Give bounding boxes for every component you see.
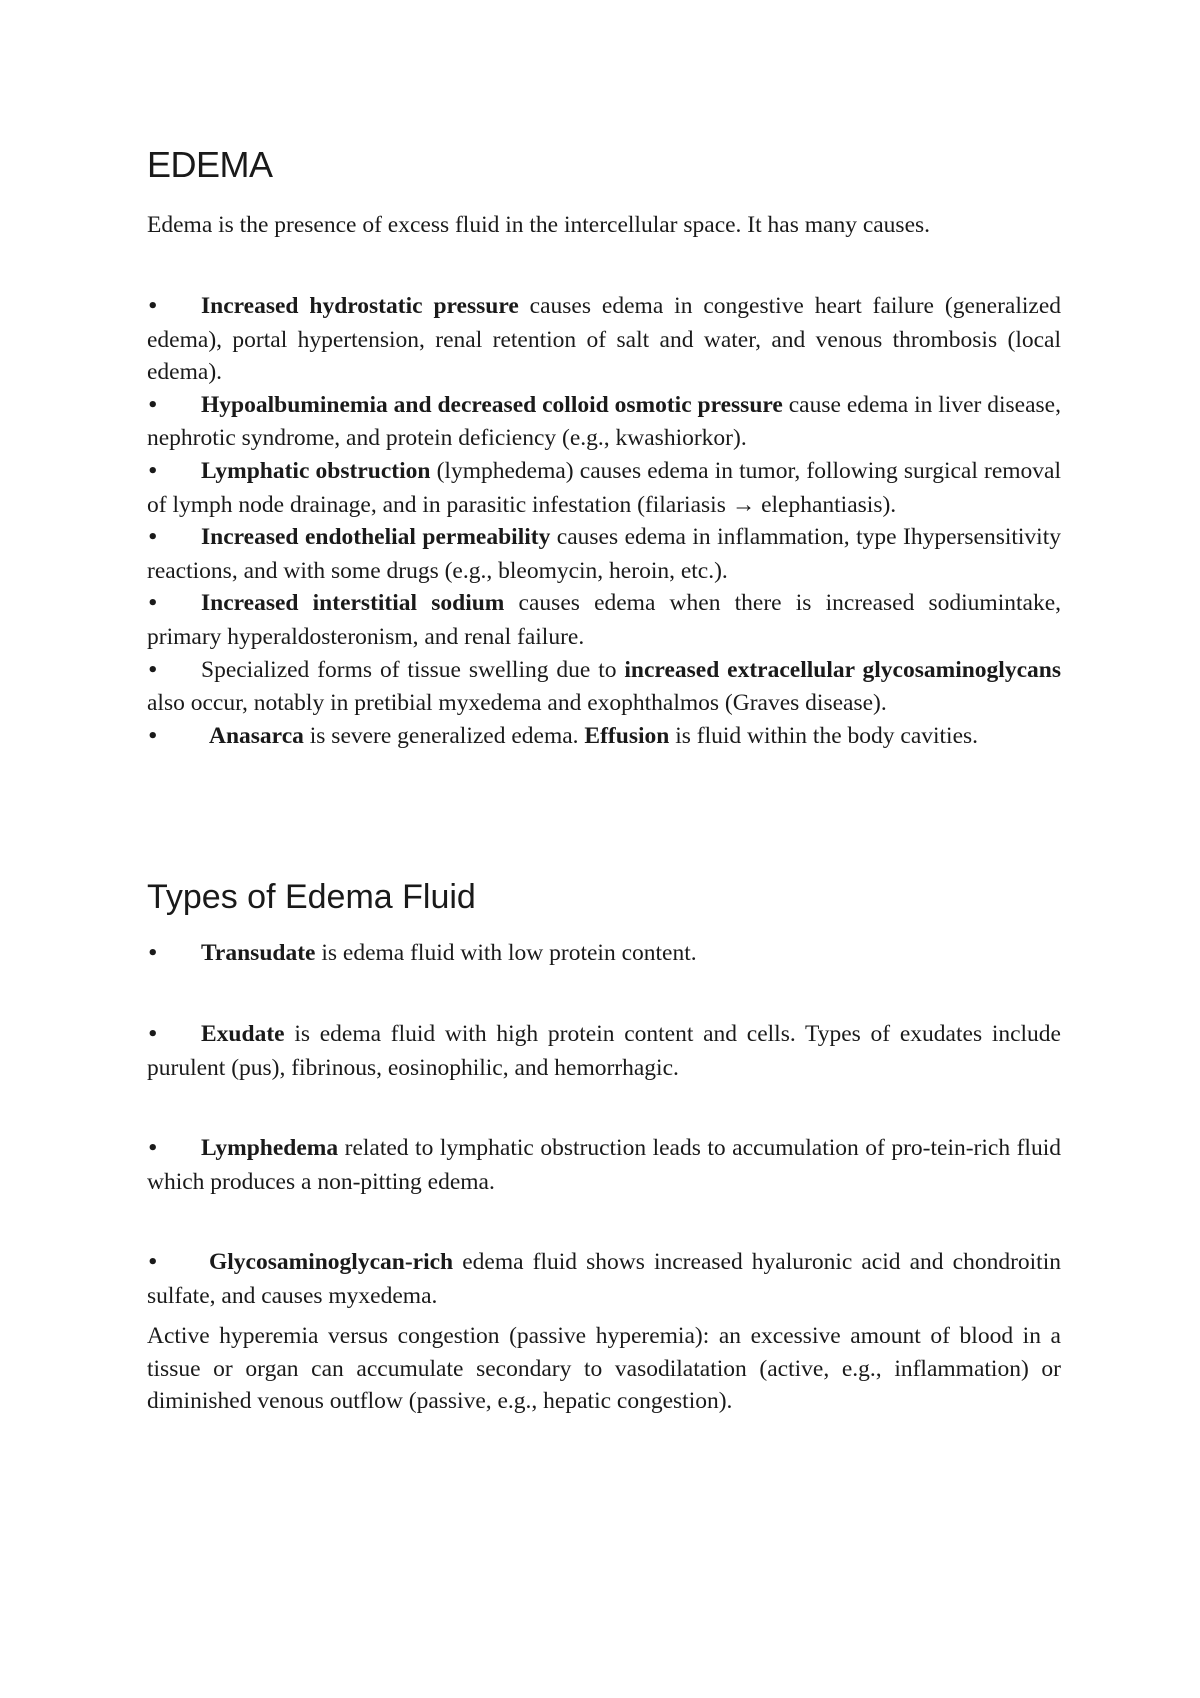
cause-term: Increased interstitial sodium — [201, 590, 505, 617]
bullet-icon: • — [147, 1138, 159, 1159]
list-item — [147, 654, 1061, 720]
cause-text: causes edema in congestive heart failure (generalized edema), portal hypertension, renal retention of salt and water, and venous thrombosis (local edema). — [147, 293, 1061, 386]
type-text: is edema fluid with high protein content and cells. Types of exudates include purulent (pus), fibrinous, eosinophilic, and hemorrhagic. — [147, 1021, 1061, 1081]
cause-term: Hypoalbuminemia and decreased colloid osmotic pressure — [201, 391, 783, 418]
cause-prefix: Specialized forms of tissue swelling due to — [201, 656, 625, 683]
cause-term-2: Effusion — [584, 722, 670, 749]
cause-text: cause edema in liver disease, nephrotic syndrome, and protein deficiency (e.g., kwashiorkor). — [147, 391, 1061, 452]
bullet-icon: • — [147, 659, 159, 681]
bullet-icon: • — [147, 943, 159, 964]
type-item — [147, 1246, 1061, 1312]
cause-text: also occur, notably in pretibial myxedema and exophthalmos (Graves disease). — [147, 690, 887, 717]
cause-text: causes edema in inflammation, type Ihypersensitivity reactions, and with some drugs (e.g., bleomycin, heroin, etc.). — [147, 524, 1061, 584]
cause-text: is severe generalized edema. — [303, 722, 585, 749]
cause-text: causes edema when there is increased sodiumintake, primary hyperaldosteronism, and renal failure. — [147, 590, 1061, 650]
intro-paragraph: Edema is the presence of excess fluid in the intercellular space. It has many causes. — [147, 212, 931, 238]
type-term: Transudate — [201, 940, 316, 966]
type-term: Exudate — [201, 1021, 285, 1047]
cause-term: increased extracellular glycosaminoglycans — [624, 656, 1061, 683]
cause-term: Increased hydrostatic pressure — [201, 293, 519, 319]
bullet-icon: • — [147, 460, 159, 482]
bullet-icon: • — [147, 394, 159, 416]
type-term: Lymphedema — [201, 1135, 339, 1161]
causes-list — [147, 290, 1061, 753]
closing-paragraph: Active hyperemia versus congestion (passive hyperemia): an excessive amount of blood in a tissue or organ can accumulate secondary to vasodilatation (active, e.g., inflammation) or diminished venous outflow (passive, e.g., hepatic congestion). — [147, 1323, 1061, 1415]
document-page — [147, 0, 1061, 1698]
list-item — [147, 521, 1061, 587]
list-item — [147, 290, 1061, 389]
cause-text-2: is fluid within the body cavities. — [669, 722, 979, 749]
bullet-icon: • — [147, 593, 159, 615]
types-heading: Types of Edema Fluid — [147, 878, 476, 916]
type-text: edema fluid shows increased hyaluronic acid and chondroitin sulfate, and causes myxedema. — [147, 1249, 1061, 1309]
list-item — [147, 389, 1061, 455]
type-item — [147, 1018, 1061, 1084]
cause-term: Lymphatic obstruction — [201, 457, 431, 484]
cause-term: Anasarca — [209, 722, 304, 749]
bullet-icon: • — [147, 527, 159, 549]
type-text: related to lymphatic obstruction leads to accumulation of pro-tein-rich fluid which produces a non-pitting edema. — [147, 1135, 1061, 1195]
bullet-icon: • — [147, 296, 159, 317]
cause-term: Increased endothelial permeability — [201, 524, 551, 551]
list-item — [147, 455, 1061, 521]
list-item — [147, 720, 1061, 754]
type-term: Glycosaminoglycan-rich — [209, 1249, 454, 1275]
bullet-icon: • — [147, 725, 159, 747]
type-item — [147, 1132, 1061, 1198]
document-title: EDEMA — [147, 144, 273, 185]
bullet-icon: • — [147, 1024, 159, 1045]
type-text: is edema fluid with low protein content. — [315, 940, 697, 966]
cause-text: (lymphedema) causes edema in tumor, following surgical removal of lymph node drainage, and in parasitic infestation (filariasis → elephantiasis). — [147, 457, 1062, 518]
type-item — [147, 937, 1061, 971]
bullet-icon: • — [147, 1252, 159, 1273]
list-item — [147, 587, 1061, 653]
